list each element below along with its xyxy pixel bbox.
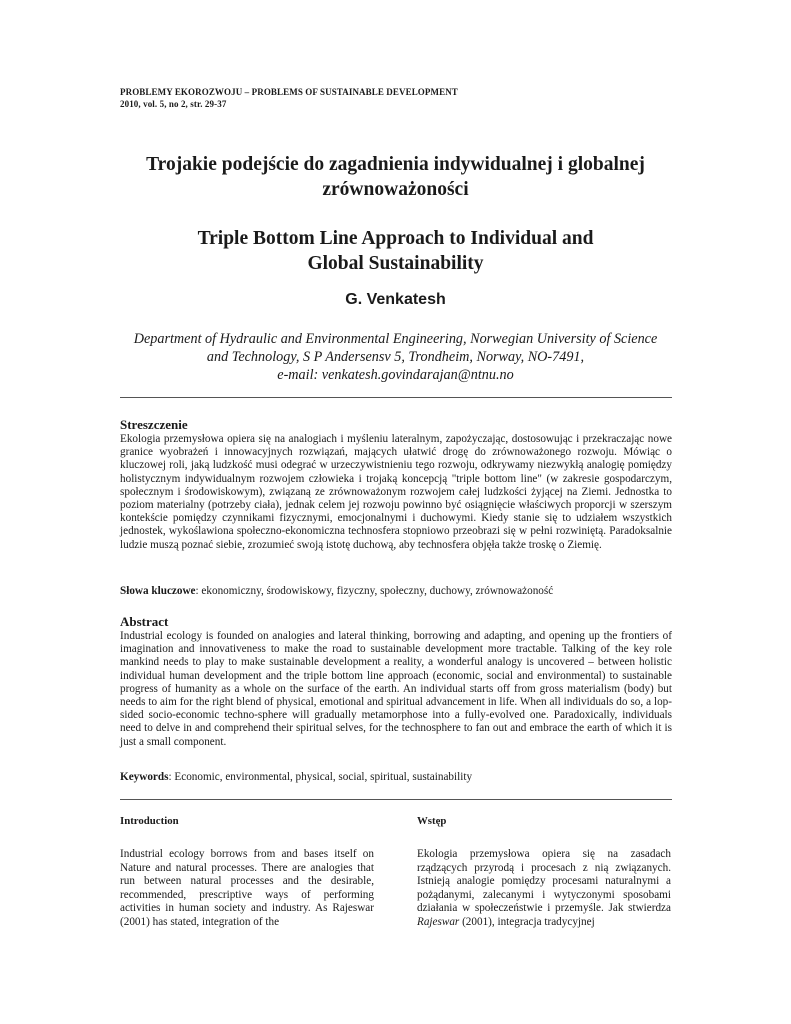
title-english-line1: Triple Bottom Line Approach to Individual and — [197, 228, 594, 249]
journal-name: PROBLEMY EKOROZWOJU – PROBLEMS OF SUSTAINABLE DEVELOPMENT — [120, 87, 458, 97]
title-english — [100, 226, 691, 276]
keywords-english-label: Keywords — [120, 771, 169, 783]
journal-issue: 2010, vol. 5, no 2, str. 29-37 — [120, 99, 227, 109]
wstep-text-after: (2001), integracja tradycyjnej — [459, 915, 595, 928]
author-affiliation — [110, 330, 681, 384]
title-polish — [100, 152, 691, 202]
title-english-line2: Global Sustainability — [307, 253, 484, 274]
streszczenie-section — [120, 417, 672, 552]
title-polish-line1: Trojakie podejście do zagadnienia indywidualnej i globalnej — [146, 154, 645, 175]
affiliation-line1: Department of Hydraulic and Environmental Engineering, Norwegian University of Science — [133, 331, 658, 347]
keywords-english — [120, 770, 672, 784]
keywords-polish — [120, 584, 672, 598]
abstract-section — [120, 614, 672, 749]
wstep-text — [417, 848, 671, 930]
introduction-text: Industrial ecology borrows from and bases itself on Nature and natural processes. There are analogies that run between natural processes and the desirable, recommended, prescriptive ways of performing activities in human society and industry. As Rajeswar (2001) has stated, integration of the — [120, 848, 374, 928]
keywords-polish-text: : ekonomiczny, środowiskowy, fizyczny, społeczny, duchowy, zrównoważoność — [195, 585, 554, 597]
title-polish-line2: zrównoważoności — [322, 179, 469, 200]
keywords-english-text: : Economic, environmental, physical, social, spiritual, sustainability — [168, 771, 473, 783]
streszczenie-heading: Streszczenie — [120, 417, 188, 432]
keywords-polish-label: Słowa kluczowe — [120, 585, 196, 597]
wstep-citation: Rajeswar — [417, 915, 460, 928]
abstract-text: Industrial ecology is founded on analogies and lateral thinking, borrowing and adapting, and opening up the frontiers of imagination and innovativeness to make the road to sustainable development more tractable. Talking of the key role mankind needs to play to make sustainable development a reality, a wonderful analogy is uncovered – between holistic individual human development and the triple bottom line approach (economic, social and environmental) to sustainable progress of humanity as a whole on the surface of the earth. An individual starts off from gross materialism (body) but needs to aim for the right blend of physical, emotional and spiritual advancement in life. When all individuals do so, a lop-sided socio-economic techno-sphere will gradually metamorphose into a fully-evolved one. Paradoxically, individuals need to delve in and comprehend their spiritual selves, for the technosphere to fan out and embrace the earth of which it is just a small component. — [120, 630, 672, 748]
wstep-text-before: Ekologia przemysłowa opiera się na zasadach rządzących przyrodą i procesach z nią związanych. Istnieją analogie pomiędzy procesami naturalnymi a pożądanymi, zalecanymi i wytyczonymi sposobami działania w społeczeństwie i przemyśle. Jak stwierdza — [417, 848, 671, 915]
divider-bottom — [120, 799, 672, 800]
wstep-column — [417, 814, 671, 930]
divider-top — [120, 397, 672, 398]
author-name: G. Venkatesh — [345, 291, 446, 308]
abstract-heading: Abstract — [120, 614, 169, 629]
affiliation-line2: and Technology, S P Andersensv 5, Trondheim, Norway, NO-7491, — [206, 349, 585, 365]
author-email: e-mail: venkatesh.govindarajan@ntnu.no — [277, 367, 514, 383]
introduction-column — [120, 814, 374, 930]
journal-header — [120, 86, 458, 110]
introduction-heading: Introduction — [120, 815, 179, 827]
wstep-heading: Wstęp — [417, 815, 447, 827]
streszczenie-text: Ekologia przemysłowa opiera się na analogiach i myśleniu lateralnym, zapożyczając, dostosowując i przekraczając nowe granice wyobrażeń i innowacyjnych rozwiązań, mających ułatwić drogę do zrównoważonego rozwoju. Mówiąc o kluczowej roli, jaką ludzkość musi odegrać w urzeczywistnieniu tego rozwoju, odkrywamy niezwykłą analogię pomiędzy holistycznym indywidualnym rozwojem człowieka i trojaką koncepcją "triple bottom line" (w zakresie gospodarczym, społecznym i środowiskowym), związaną ze zrównoważonym rozwojem całej ludzkości żyjącej na Ziemi. Jednostka to poziom materialny (potrzeby ciała), jednak celem jej rozwoju powinno być osiągnięcie właściwych proporcji w szerszym kontekście pomiędzy czynnikami fizycznymi, emocjonalnymi i duchowymi. Kiedy stanie się to udziałem wszystkich jednostek, wykoślawiona społeczno-ekonomiczna technosfera stopniowo przeobrazi się w pełni rozwiniętą. Paradoksalnie ludzie muszą poznać siebie, zrozumieć swoją istotę duchową, aby technosfera objęła także troskę o Ziemię. — [120, 433, 672, 551]
